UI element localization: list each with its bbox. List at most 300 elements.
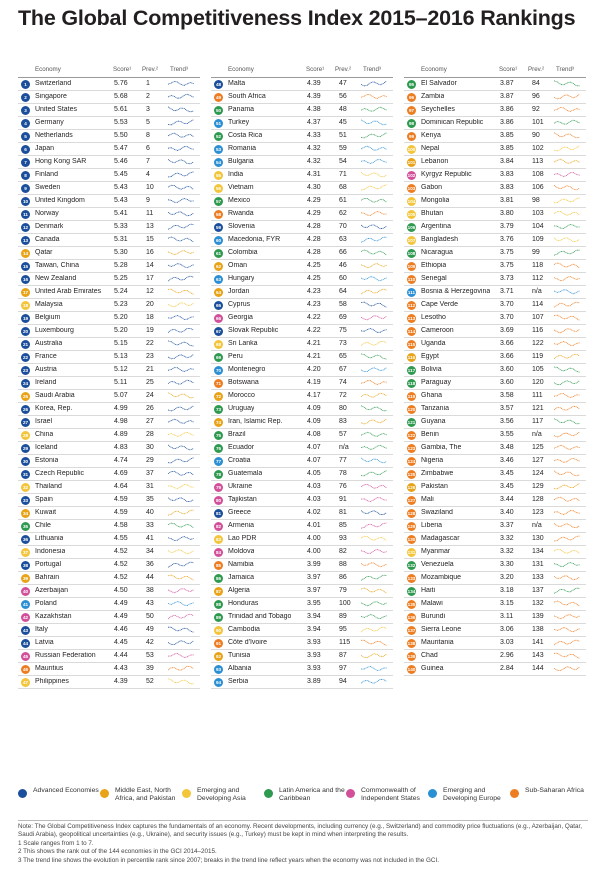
rank-badge: 103 (407, 186, 416, 191)
rank-badge: 24 (22, 381, 29, 386)
trend-line (554, 365, 582, 374)
rank-badge: 10 (22, 199, 29, 204)
rank-badge: 48 (215, 82, 222, 87)
rank-badge: 127 (407, 498, 416, 503)
column-header (404, 64, 586, 78)
trend-line (554, 300, 582, 309)
score-value: 3.30 (500, 561, 514, 568)
rank-badge: 65 (215, 303, 222, 308)
trend-line (361, 508, 389, 517)
header-economy: Economy (228, 66, 254, 73)
economy-name: Saudi Arabia (35, 392, 75, 399)
economy-name: China (35, 431, 54, 438)
table-row (18, 247, 200, 260)
score-value: 3.79 (500, 223, 514, 230)
rank-badge: 100 (407, 147, 416, 152)
economy-name: Bulgaria (228, 158, 254, 165)
rank-badge: 8 (21, 171, 30, 180)
score-value: 4.17 (307, 392, 321, 399)
trend-line (168, 495, 196, 504)
economy-name: United Arab Emirates (35, 288, 102, 295)
rank-badge: 108 (407, 251, 416, 256)
trend-line (361, 79, 389, 88)
trend-line (168, 625, 196, 634)
score-value: 4.05 (307, 470, 321, 477)
rank-badge: 63 (215, 277, 222, 282)
previous-rank: 128 (532, 496, 544, 503)
rank-badge: 81 (215, 511, 222, 516)
previous-rank: 14 (146, 262, 154, 269)
score-value: 4.07 (307, 444, 321, 451)
footnote-1: 1 Scale ranges from 1 to 7. (18, 839, 94, 847)
table-row (404, 663, 586, 676)
score-value: 3.75 (500, 249, 514, 256)
economy-name: Swaziland (421, 509, 453, 516)
table-row (404, 598, 586, 611)
previous-rank: 17 (146, 275, 154, 282)
rank-badge: 12 (22, 225, 29, 230)
trend-line (168, 300, 196, 309)
score-value: 4.55 (114, 535, 128, 542)
table-row (404, 377, 586, 390)
rank-badge: 47 (22, 680, 29, 685)
previous-rank: 36 (146, 561, 154, 568)
economy-name: Azerbaijan (35, 587, 69, 594)
previous-rank: 43 (146, 600, 154, 607)
rank-badge: 101 (407, 160, 416, 165)
rank-badge: 4 (21, 119, 30, 128)
rank-badge: 92 (215, 654, 222, 659)
economy-name: Costa Rica (228, 132, 263, 139)
table-row (211, 286, 393, 299)
table-row (211, 234, 393, 247)
economy-name: Slovak Republic (228, 327, 279, 334)
header-score: Score¹ (306, 66, 325, 73)
economy-name: Lao PDR (228, 535, 257, 542)
economy-name: Greece (228, 509, 251, 516)
rank-badge: 72 (215, 394, 222, 399)
rank-badge: 9 (21, 184, 30, 193)
previous-rank: 86 (339, 574, 347, 581)
trend-line (168, 534, 196, 543)
economy-name: Kazakhstan (35, 613, 72, 620)
score-value: 3.86 (500, 106, 514, 113)
trend-line (554, 560, 582, 569)
score-value: 3.89 (307, 678, 321, 685)
trend-line (554, 222, 582, 231)
rank-badge: 95 (408, 82, 415, 87)
table-row (404, 221, 586, 234)
economy-name: Lebanon (421, 158, 449, 165)
previous-rank: 84 (532, 80, 540, 87)
economy-name: Trinidad and Tobago (228, 613, 292, 620)
table-row (211, 494, 393, 507)
trend-line (361, 196, 389, 205)
table-row (404, 507, 586, 520)
table-row (211, 182, 393, 195)
score-value: 4.00 (307, 535, 321, 542)
score-value: 3.93 (307, 652, 321, 659)
previous-rank: 64 (339, 288, 347, 295)
score-value: 5.07 (114, 392, 128, 399)
trend-line (361, 352, 389, 361)
region-legend: Advanced Economies Middle East, North Africa, and Pakistan Emerging and Developing Asia Latin America and the Caribbean Commonwealth of Independent States Emerging and Developing Europe Sub-Saharan Africa (18, 787, 588, 811)
table-row (18, 559, 200, 572)
table-row (211, 312, 393, 325)
rank-badge: 129 (407, 524, 416, 529)
economy-name: Netherlands (35, 132, 73, 139)
previous-rank: 54 (339, 158, 347, 165)
trend-line (361, 170, 389, 179)
rank-badge: 42 (22, 615, 29, 620)
previous-rank: 47 (339, 80, 347, 87)
economy-name: Serbia (228, 678, 249, 685)
rank-badge: 75 (215, 433, 222, 438)
rank-badge: 17 (22, 290, 29, 295)
economy-name: Liberia (421, 522, 443, 529)
economy-name: Panama (228, 106, 255, 113)
rank-badge: 76 (215, 446, 222, 451)
rank-badge: 59 (215, 225, 222, 230)
trend-line (361, 300, 389, 309)
previous-rank: 7 (146, 158, 150, 165)
footnote-3: 3 The trend line shows the evolution in percentile rank since 2007; breaks in the trend line reflect years when the economy was not included in the GCI. (18, 856, 439, 864)
score-value: 5.11 (114, 379, 128, 386)
score-value: 3.46 (500, 457, 514, 464)
table-row (18, 520, 200, 533)
trend-line (361, 105, 389, 114)
trend-line (168, 105, 196, 114)
score-value: 5.30 (114, 249, 128, 256)
previous-rank: 4 (146, 171, 150, 178)
table-row (18, 442, 200, 455)
table-row (404, 182, 586, 195)
table-row (404, 390, 586, 403)
table-row (18, 468, 200, 481)
economy-name: Croatia (228, 457, 251, 464)
score-value: 5.23 (114, 301, 128, 308)
table-row (18, 117, 200, 130)
score-value: 3.20 (500, 574, 514, 581)
previous-rank: 133 (532, 574, 544, 581)
previous-rank: 75 (339, 327, 347, 334)
economy-name: Cape Verde (421, 301, 458, 308)
trend-line (554, 521, 582, 530)
previous-rank: 33 (146, 522, 154, 529)
score-value: 3.45 (500, 483, 514, 490)
rank-badge: 135 (407, 602, 416, 607)
table-row (211, 611, 393, 624)
table-row (404, 351, 586, 364)
economy-name: Argentina (421, 223, 451, 230)
trend-line (168, 664, 196, 673)
trend-line (168, 482, 196, 491)
table-row (18, 637, 200, 650)
previous-rank: 104 (532, 223, 544, 230)
economy-name: Czech Republic (35, 470, 85, 477)
table-row (18, 78, 200, 91)
footnotes (18, 820, 588, 865)
table-row (404, 195, 586, 208)
previous-rank: 30 (146, 444, 154, 451)
previous-rank: 5 (146, 119, 150, 126)
score-value: 3.97 (307, 587, 321, 594)
score-value: 3.86 (500, 119, 514, 126)
score-value: 4.32 (307, 145, 321, 152)
previous-rank: 94 (339, 678, 347, 685)
page-title: The Global Competitiveness Index 2015–2016 Rankings (18, 6, 576, 30)
score-value: 5.24 (114, 288, 128, 295)
previous-rank: 57 (339, 431, 347, 438)
previous-rank: 114 (532, 301, 544, 308)
rank-badge: 26 (22, 407, 29, 412)
trend-line (554, 170, 582, 179)
economy-name: France (35, 353, 57, 360)
trend-line (554, 651, 582, 660)
trend-line (554, 404, 582, 413)
score-value: 4.31 (307, 171, 321, 178)
trend-line (361, 131, 389, 140)
header-economy: Economy (421, 66, 447, 73)
rank-badge: 85 (215, 563, 222, 568)
previous-rank: 25 (146, 379, 154, 386)
rank-badge: 139 (407, 654, 416, 659)
rank-badge: 114 (407, 329, 416, 334)
rank-badge: 84 (215, 550, 222, 555)
trend-line (361, 287, 389, 296)
rank-badge: 22 (22, 355, 29, 360)
rank-badge: 70 (215, 368, 222, 373)
economy-name: Germany (35, 119, 64, 126)
trend-line (361, 586, 389, 595)
table-row (404, 312, 586, 325)
score-value: 3.44 (500, 496, 514, 503)
previous-rank: 88 (339, 561, 347, 568)
table-row (211, 663, 393, 676)
trend-line (554, 625, 582, 634)
note-main: Note: The Global Competitiveness Index captures the fundamentals of an economy. Recent developments, including currency (e.g., Switzerland) and commodity price fluctuations (e.g., Azerbaijan, Qatar, Saudi Arabia), geopolitical uncertainties (e.g., Ukraine), and security issues (e.g., Turkey) must be kept in mind when interpreting the results. (18, 823, 582, 839)
previous-rank: 2 (146, 93, 150, 100)
rank-badge: 125 (407, 472, 416, 477)
previous-rank: 98 (532, 197, 540, 204)
economy-name: Côte d'Ivoire (228, 639, 268, 646)
ranking-column-1 (18, 64, 200, 689)
score-value: 3.66 (500, 340, 514, 347)
previous-rank: 93 (339, 535, 347, 542)
rank-badge: 56 (215, 186, 222, 191)
economy-name: India (228, 171, 244, 178)
previous-rank: 37 (146, 470, 154, 477)
rank-badge: 52 (215, 134, 222, 139)
previous-rank: 130 (532, 535, 544, 542)
rank-badge: 32 (22, 485, 29, 490)
previous-rank: n/a (532, 288, 542, 295)
score-value: 4.64 (114, 483, 128, 490)
previous-rank: 81 (339, 509, 347, 516)
score-value: 3.84 (500, 158, 514, 165)
score-value: 4.08 (307, 431, 321, 438)
table-row (18, 312, 200, 325)
economy-name: Burundi (421, 613, 446, 620)
previous-rank: 102 (532, 145, 544, 152)
table-row (18, 208, 200, 221)
economy-name: Moldova (228, 548, 255, 555)
economy-name: Turkey (228, 119, 250, 126)
previous-rank: 67 (339, 366, 347, 373)
previous-rank: 90 (532, 132, 540, 139)
table-row (18, 416, 200, 429)
score-value: 3.57 (500, 405, 514, 412)
previous-rank: 22 (146, 340, 154, 347)
table-row (211, 208, 393, 221)
economy-name: Thailand (35, 483, 62, 490)
economy-name: Senegal (421, 275, 447, 282)
rank-badge: 116 (407, 355, 416, 360)
rank-badge: 50 (215, 108, 222, 113)
economy-name: Georgia (228, 314, 253, 321)
rank-badge: 119 (407, 394, 416, 399)
previous-rank: 48 (339, 106, 347, 113)
economy-name: Spain (35, 496, 53, 503)
score-value: 3.73 (500, 275, 514, 282)
table-row (18, 533, 200, 546)
score-value: 4.37 (307, 119, 321, 126)
legend-dot-icon (428, 789, 437, 798)
previous-rank: 100 (339, 600, 351, 607)
score-value: 4.21 (307, 353, 321, 360)
table-row (211, 390, 393, 403)
previous-rank: 79 (339, 587, 347, 594)
table-row (404, 130, 586, 143)
trend-line (554, 157, 582, 166)
rank-badge: 74 (215, 420, 222, 425)
score-value: 3.87 (500, 93, 514, 100)
table-row (18, 364, 200, 377)
previous-rank: 117 (532, 418, 544, 425)
header-trend: Trend³ (363, 66, 381, 73)
rank-badge: 7 (21, 158, 30, 167)
rank-badge: 97 (408, 108, 415, 113)
score-value: 4.07 (307, 457, 321, 464)
trend-line (168, 339, 196, 348)
score-value: 4.89 (114, 431, 128, 438)
rank-badge: 55 (215, 173, 222, 178)
score-value: 4.29 (307, 197, 321, 204)
table-row (211, 91, 393, 104)
score-value: 4.52 (114, 574, 128, 581)
economy-name: Algeria (228, 587, 250, 594)
trend-line (361, 599, 389, 608)
previous-rank: 131 (532, 561, 544, 568)
rank-badge: 37 (22, 550, 29, 555)
table-row (18, 572, 200, 585)
previous-rank: 59 (339, 145, 347, 152)
trend-line (168, 443, 196, 452)
score-value: 3.58 (500, 392, 514, 399)
trend-line (361, 677, 389, 686)
economy-name: Jamaica (228, 574, 255, 581)
trend-line (168, 612, 196, 621)
trend-line (168, 79, 196, 88)
economy-name: Sri Lanka (228, 340, 258, 347)
trend-line (554, 378, 582, 387)
table-row (404, 559, 586, 572)
rank-badge: 124 (407, 459, 416, 464)
table-row (18, 169, 200, 182)
economy-name: Ecuador (228, 444, 255, 451)
economy-name: Nicaragua (421, 249, 453, 256)
economy-name: Austria (35, 366, 57, 373)
header-prev: Prev.² (142, 66, 159, 73)
score-value: 3.37 (500, 522, 514, 529)
table-row (211, 364, 393, 377)
table-row (404, 533, 586, 546)
table-row (404, 286, 586, 299)
economy-name: New Zealand (35, 275, 77, 282)
score-value: 3.94 (307, 613, 321, 620)
rank-badge: 21 (22, 342, 29, 347)
column-header (211, 64, 393, 78)
trend-line (554, 638, 582, 647)
trend-line (554, 456, 582, 465)
previous-rank: 69 (339, 314, 347, 321)
rank-badge: 90 (215, 628, 222, 633)
previous-rank: 3 (146, 106, 150, 113)
previous-rank: 56 (339, 93, 347, 100)
trend-line (168, 638, 196, 647)
score-value: 3.60 (500, 366, 514, 373)
rank-badge: 99 (408, 134, 415, 139)
trend-line (361, 92, 389, 101)
score-value: 5.50 (114, 132, 128, 139)
legend-dot-icon (264, 789, 273, 798)
table-row (211, 546, 393, 559)
economy-name: Qatar (35, 249, 53, 256)
trend-line (554, 573, 582, 582)
score-value: 4.33 (307, 132, 321, 139)
score-value: 4.21 (307, 340, 321, 347)
economy-name: Nepal (421, 145, 440, 152)
legend-dot-icon (510, 789, 519, 798)
previous-rank: 49 (146, 626, 154, 633)
economy-name: Egypt (421, 353, 439, 360)
score-value: 5.41 (114, 210, 128, 217)
table-row (404, 585, 586, 598)
trend-line (361, 521, 389, 530)
previous-rank: 96 (532, 93, 540, 100)
previous-rank: 38 (146, 587, 154, 594)
economy-name: Mexico (228, 197, 251, 204)
economy-name: Oman (228, 262, 248, 269)
previous-rank: 45 (339, 119, 347, 126)
trend-line (361, 534, 389, 543)
rank-badge: 53 (215, 147, 222, 152)
trend-line (361, 144, 389, 153)
rank-badge: 117 (407, 368, 416, 373)
footnote-2: 2 This shows the rank out of the 144 economies in the GCI 2014–2015. (18, 848, 217, 856)
rank-badge: 16 (22, 277, 29, 282)
trend-line (361, 157, 389, 166)
economy-name: Gambia, The (421, 444, 462, 451)
column-header (18, 64, 200, 78)
rank-badge: 80 (215, 498, 222, 503)
table-row (211, 130, 393, 143)
score-value: 3.56 (500, 418, 514, 425)
trend-line (361, 391, 389, 400)
previous-rank: 72 (339, 392, 347, 399)
trend-line (361, 183, 389, 192)
trend-line (361, 651, 389, 660)
